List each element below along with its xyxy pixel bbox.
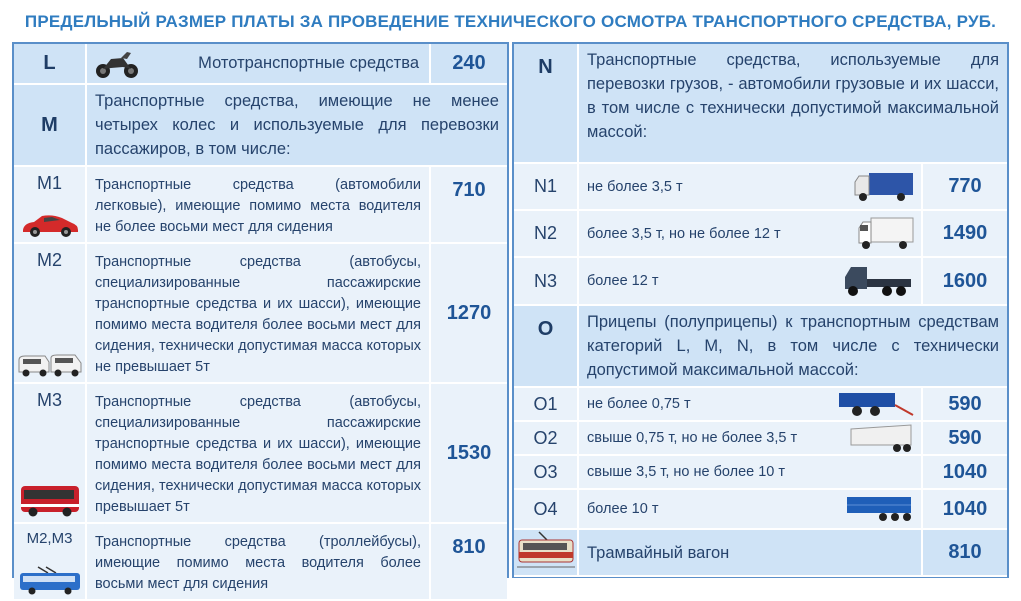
minibus-icon [17, 352, 83, 378]
price-N2: 1490 [921, 211, 1007, 258]
price-M2: 1270 [429, 244, 507, 384]
row-N2-text: более 3,5 т, но не более 12 т [587, 225, 781, 242]
row-M3-text: Транспортные средства (автобусы, специализированные пассажирские транспортные средства и их шасси), имеющие помимо места водителя более восьми мест для сидения, технически допустимая масса которых превышает 5т [85, 384, 429, 524]
row-M2 [14, 244, 507, 384]
row-M2M3 [14, 524, 507, 601]
category-O: O [514, 306, 577, 388]
row-tram [514, 530, 1007, 577]
row-N1 [514, 164, 1007, 211]
category-M: M [14, 85, 85, 167]
price-O1: 590 [921, 388, 1007, 422]
price-L: 240 [429, 44, 507, 85]
semitrailer-icon [847, 423, 915, 453]
tipper-trailer-icon [843, 493, 915, 525]
tram-icon [517, 530, 575, 570]
row-L-text: Мототранспортные средства [198, 54, 419, 72]
row-L [14, 44, 507, 85]
row-N3 [514, 258, 1007, 306]
left-panel [12, 42, 509, 592]
category-M3: M3 [36, 390, 62, 410]
row-N [514, 44, 1007, 164]
category-N: N [514, 44, 577, 164]
price-M3: 1530 [429, 384, 507, 524]
page-title: ПРЕДЕЛЬНЫЙ РАЗМЕР ПЛАТЫ ЗА ПРОВЕДЕНИЕ ТЕХНИЧЕСКОГО ОСМОТРА ТРАНСПОРТНОГО СРЕДСТВА, РУБ. [24, 12, 997, 31]
heavy-truck-icon [843, 263, 915, 299]
row-N2 [514, 211, 1007, 258]
row-O1 [514, 388, 1007, 422]
category-N2: N2 [514, 211, 577, 258]
price-N3: 1600 [921, 258, 1007, 306]
bus-icon [19, 482, 81, 518]
category-M2M3: M2,M3 [26, 530, 73, 547]
row-O [514, 306, 1007, 388]
right-panel [512, 42, 1009, 578]
price-O2: 590 [921, 422, 1007, 456]
row-tram-text: Трамвайный вагон [577, 530, 921, 577]
row-O3-text: свыше 3,5 т, но не более 10 т [587, 464, 786, 480]
row-M3 [14, 384, 507, 524]
category-O1: O1 [514, 388, 577, 422]
price-tram: 810 [921, 530, 1007, 577]
row-M2-text: Транспортные средства (автобусы, специализированные пассажирские транспортные средства и их шасси), имеющие помимо места водителя более восьми мест для сидения, технически допустимая масса которых не превышает 5т [85, 244, 429, 384]
category-O4: O4 [514, 490, 577, 530]
row-O2-text: свыше 0,75 т, но не более 3,5 т [587, 430, 798, 446]
price-M2M3: 810 [429, 524, 507, 601]
row-M-text: Транспортные средства, имеющие не менее четырех колес и используемые для перевозки пассажиров, в том числе: [85, 85, 507, 167]
van-truck-icon [853, 170, 915, 204]
row-N3-text: более 12 т [587, 273, 659, 289]
price-O4: 1040 [921, 490, 1007, 530]
trolleybus-icon [18, 565, 82, 595]
row-O4 [514, 490, 1007, 530]
category-O3: O3 [514, 456, 577, 490]
category-L: L [14, 44, 85, 85]
box-truck-icon [857, 216, 915, 252]
category-M2: M2 [36, 250, 62, 270]
price-M1: 710 [429, 167, 507, 244]
row-O2 [514, 422, 1007, 456]
row-O4-text: более 10 т [587, 501, 659, 517]
row-M [14, 85, 507, 167]
row-M1-text: Транспортные средства (автомобили легковые), имеющие помимо места водителя не более восьми мест для сидения [85, 167, 429, 244]
price-O3: 1040 [921, 456, 1007, 490]
category-N3: N3 [514, 258, 577, 306]
category-O2: O2 [514, 422, 577, 456]
price-N1: 770 [921, 164, 1007, 211]
motorcycle-icon [93, 49, 141, 79]
category-N1: N1 [514, 164, 577, 211]
trailer-icon [835, 389, 915, 419]
row-O-text: Прицепы (полуприцепы) к транспортным средствам категорий L, M, N, в том числе с технически допустимой максимальной массой: [577, 306, 1007, 388]
row-N-text: Транспортные средства, используемые для перевозки грузов, - автомобили грузовые и их шасси, в том числе с технически допустимой максимальной массой: [577, 44, 1007, 164]
row-O1-text: не более 0,75 т [587, 396, 691, 412]
row-O3 [514, 456, 1007, 490]
row-M1 [14, 167, 507, 244]
row-M2M3-text: Транспортные средства (троллейбусы), имеющие помимо места водителя более восьми мест для сидения [85, 524, 429, 601]
row-N1-text: не более 3,5 т [587, 178, 683, 195]
car-icon [20, 212, 80, 238]
category-M1: M1 [36, 173, 62, 193]
